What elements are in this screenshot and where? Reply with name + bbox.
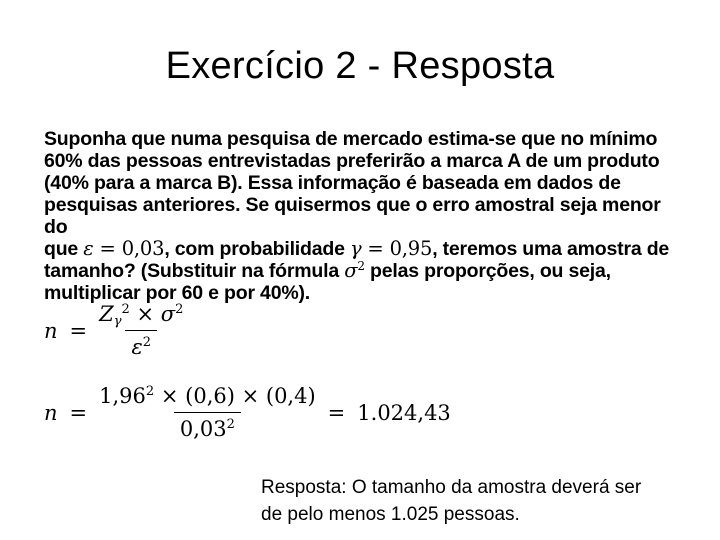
epsilon-value: 0,03 <box>121 237 165 260</box>
sigma-squared <box>344 259 365 282</box>
calculation-denominator <box>174 412 241 441</box>
calculation-result: 1.024,43 <box>357 400 451 425</box>
question-line-6-end: pelas proporções, ou seja, <box>370 260 611 282</box>
calculation-fraction <box>93 384 322 441</box>
formula-lhs: n <box>44 318 58 343</box>
calculation-numerator <box>93 384 322 412</box>
answer-text <box>261 474 711 528</box>
z-value-exponent: 2 <box>145 384 155 400</box>
gamma-expression: γ = 0,95 <box>349 237 433 260</box>
sample-size-calculation <box>44 384 451 441</box>
calculation-lhs: n <box>44 400 58 425</box>
question-line-5-end: , teremos uma amostra de <box>432 238 670 260</box>
proportions-product: × (0,6) × (0,4) <box>160 384 316 408</box>
question-line-4: pesquisas anteriores. Se quisermos que o erro amostral seja menor do <box>44 194 661 238</box>
question-line-5-middle: , com probabilidade <box>164 238 345 260</box>
sigma-exponent: 2 <box>357 258 365 273</box>
sigma-exponent: 2 <box>175 302 184 318</box>
question-line-1: Suponha que numa pesquisa de mercado estima-se que no mínimo <box>44 128 658 150</box>
question-line-5-start: que <box>44 238 79 260</box>
equals-sign: = <box>69 318 88 343</box>
sigma-symbol: σ <box>160 302 176 326</box>
question-line-2: 60% das pessoas entrevistadas preferirão a marca A de um produto <box>44 150 660 172</box>
question-line-6-start: tamanho? (Substituir na fórmula <box>44 260 339 282</box>
error-value: 0,03 <box>179 417 227 441</box>
sigma-symbol: σ <box>344 259 358 282</box>
error-exponent: 2 <box>226 417 235 433</box>
formula-denominator <box>125 330 157 359</box>
question-line-7: multiplicar por 60 e por 40%). <box>44 282 310 304</box>
formula-fraction <box>93 302 189 359</box>
formula-numerator <box>93 302 189 330</box>
gamma-value: 0,95 <box>389 237 433 260</box>
question-line-6 <box>44 260 684 282</box>
times-sign: × <box>136 302 155 326</box>
z-symbol: Z <box>99 302 114 326</box>
sample-size-formula <box>44 302 189 359</box>
epsilon-symbol: ε <box>131 335 143 359</box>
epsilon-expression: ε = 0,03 <box>83 237 165 260</box>
question-line-3: (40% para a marca B). Essa informação é baseada em dados de <box>44 172 621 194</box>
equals-sign: = <box>69 400 88 425</box>
gamma-symbol: γ <box>349 237 362 260</box>
answer-line-1: Resposta: O tamanho da amostra deverá ser <box>261 477 642 498</box>
answer-line-2: de pelo menos 1.025 pessoas. <box>261 504 520 525</box>
z-exponent: 2 <box>121 302 130 318</box>
z-value: 1,96 <box>99 384 146 408</box>
z-subscript: γ <box>113 313 122 329</box>
question-line-5 <box>44 238 684 260</box>
epsilon-exponent: 2 <box>142 335 152 351</box>
slide-title: Exercício 2 - Resposta <box>165 45 555 87</box>
equals-sign: = <box>327 400 346 425</box>
epsilon-symbol: ε <box>83 237 94 260</box>
question-text <box>44 128 684 304</box>
